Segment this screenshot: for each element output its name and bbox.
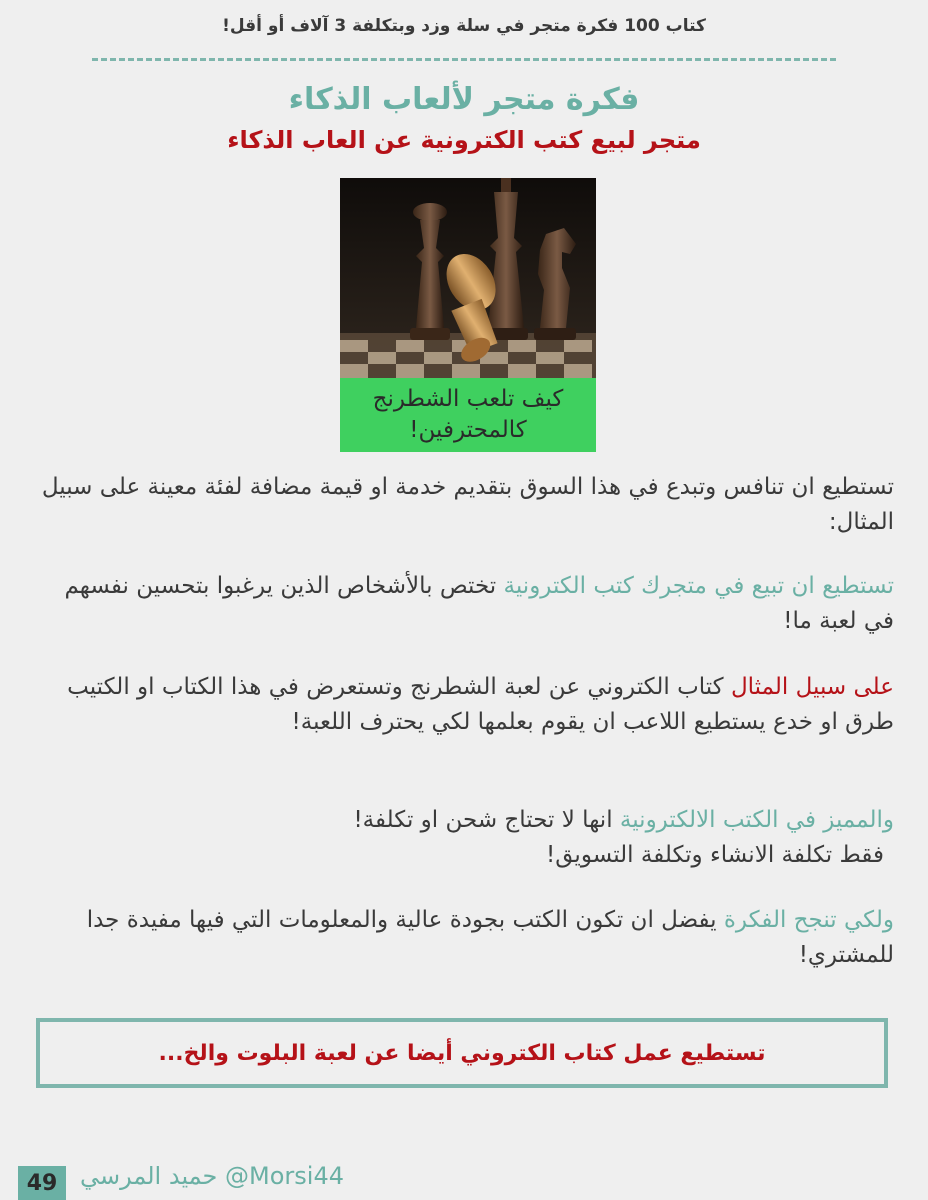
paragraph-success (36, 903, 894, 973)
idea-title: فكرة متجر لألعاب الذكاء (288, 82, 640, 117)
paragraph-advantage (36, 803, 894, 873)
callout-text: تستطيع عمل كتاب الكتروني أيضا عن لعبة البلوت والخ... (158, 1040, 766, 1066)
paragraph-advantage-text: انها لا تحتاج شحن او تكلفة! (353, 807, 620, 833)
paragraph-intro (36, 470, 894, 540)
book-title-line2: كالمحترفين! (409, 417, 527, 443)
page-number: 49 (18, 1166, 66, 1200)
paragraph-success-highlight: ولكي تنجح الفكرة (723, 907, 894, 933)
paragraph-intro-text: تستطيع ان تنافس وتبدع في هذا السوق بتقديم خدمة او قيمة مضافة لفئة معينة على سبيل المثال: (41, 474, 894, 535)
chess-book-image (340, 178, 596, 452)
paragraph-ebooks (36, 569, 894, 639)
paragraph-success-text: يفضل ان تكون الكتب بجودة عالية والمعلومات التي فيها مفيدة جدا للمشتري! (86, 907, 894, 968)
idea-subtitle: متجر لبيع كتب الكترونية عن العاب الذكاء (227, 126, 701, 154)
footer-author: حميد المرسي @Morsi44 (80, 1162, 344, 1190)
callout-box (36, 1018, 888, 1088)
paragraph-example-text: كتاب الكتروني عن لعبة الشطرنج وتستعرض في هذا الكتاب او الكتيب طرق او خدع يستطيع اللاعب ان يقوم بعلمها لكي يحترف اللعبة! (67, 674, 894, 735)
paragraph-example-highlight: على سبيل المثال (730, 674, 894, 700)
header-title: كتاب 100 فكرة متجر في سلة وزد وبتكلفة 3 آلاف أو أقل! (222, 16, 706, 36)
paragraph-ebooks-text: تختص بالأشخاص الذين يرغبوا بتحسين نفسهم في لعبة ما! (64, 573, 894, 634)
dashed-divider (92, 58, 836, 61)
paragraph-example (36, 670, 894, 740)
paragraph-advantage-highlight: والمميز في الكتب الالكترونية (619, 807, 894, 833)
book-title-line1: كيف تلعب الشطرنج (372, 386, 564, 412)
paragraph-ebooks-highlight: تستطيع ان تبيع في متجرك كتب الكترونية (503, 573, 894, 599)
book-title-banner (340, 378, 596, 452)
paragraph-advantage-line2: فقط تكلفة الانشاء وتكلفة التسويق! (546, 842, 884, 868)
